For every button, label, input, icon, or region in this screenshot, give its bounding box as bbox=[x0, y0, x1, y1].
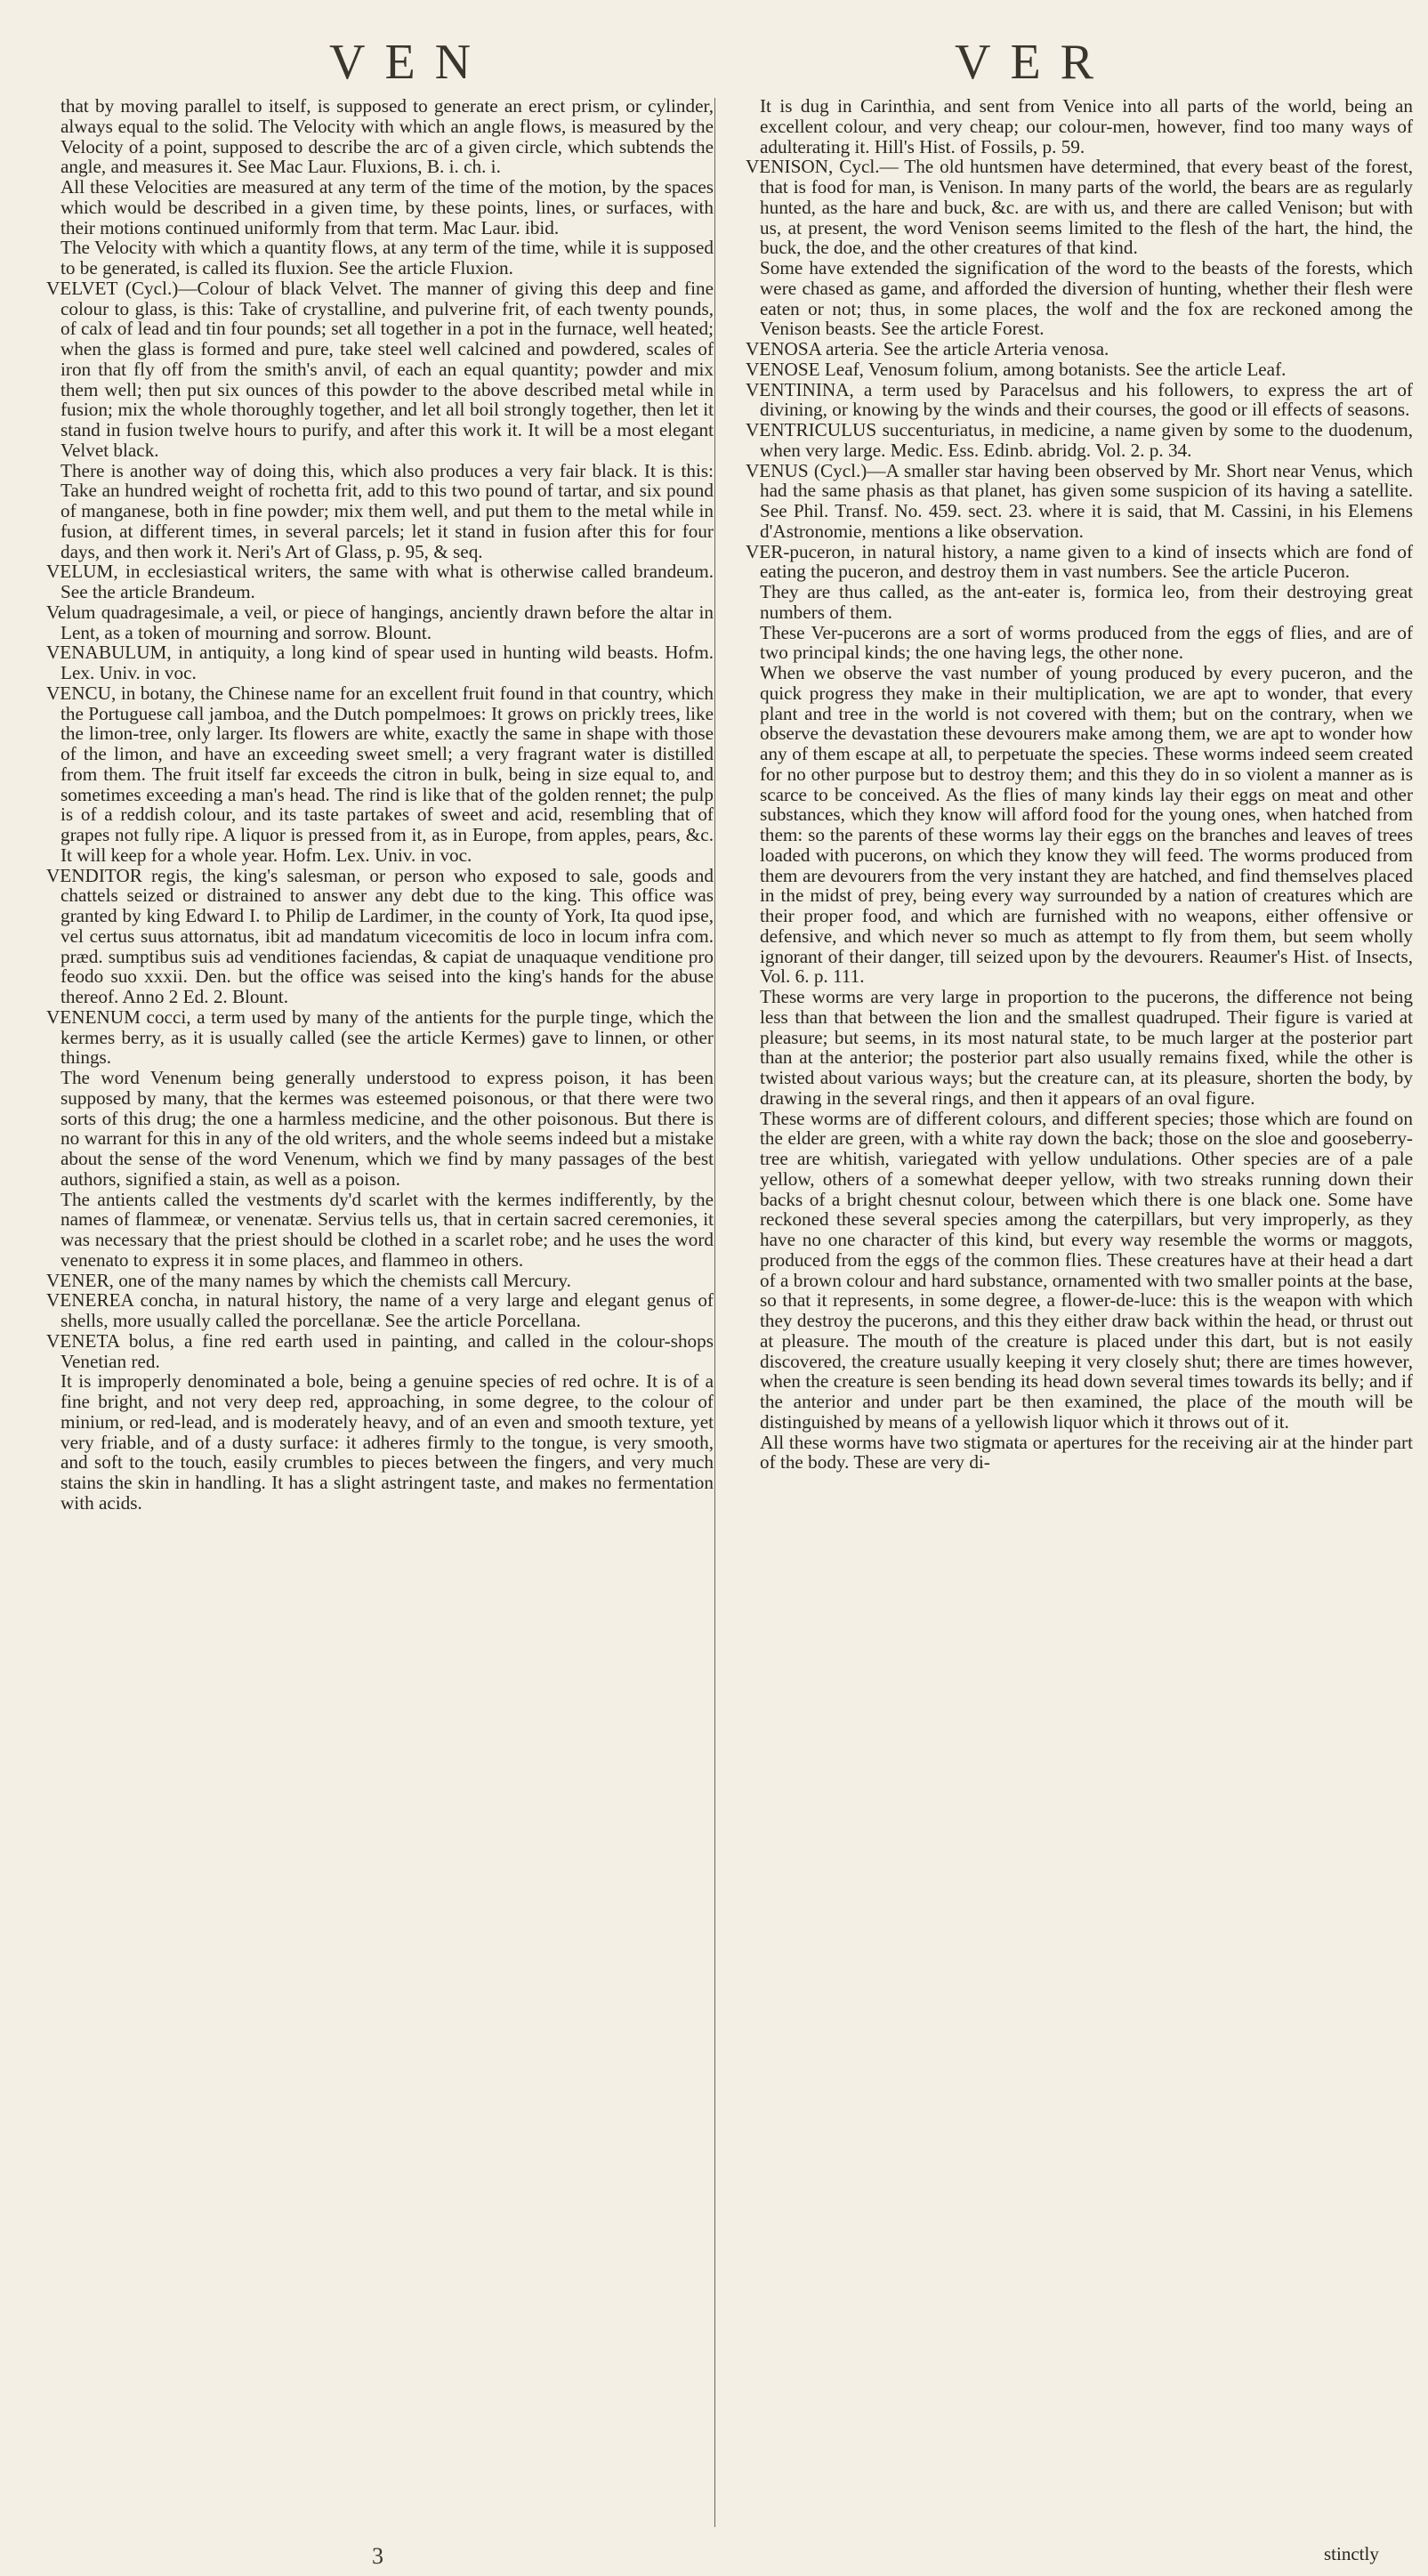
entry-paragraph: The word Venenum being generally understood to express poison, it has been supposed by many, that the kermes was esteemed poisonous, or that there were two sorts of this drug; the one a harmless medicine, and the other poisonous. But there is no warrant for this in any of the old writers, and the whole seems indeed but a mistake about the sense of the word Venenum, which we find by many passages of the best authors, signified a stain, as well as a poison. bbox=[61, 1067, 714, 1190]
entry-paragraph: All these worms have two stigmata or apertures for the receiving air at the hinder part of the body. These are very di- bbox=[760, 1431, 1413, 1474]
dictionary-entry: VENABULUM, in antiquity, a long kind of spear used in hunting wild beasts. Hofm. Lex. Univ. in voc. bbox=[46, 642, 714, 683]
entry-paragraph: The Velocity with which a quantity flows, at any term of the time, while it is supposed to be generated, is called its fluxion. See the article Fluxion. bbox=[61, 237, 714, 279]
left-column bbox=[46, 96, 714, 1514]
entry-paragraph: These Ver-pucerons are a sort of worms produced from the eggs of flies, and are of two principal kinds; the one having legs, the other none. bbox=[760, 621, 1413, 664]
page-number: 3 bbox=[372, 2543, 383, 2569]
dictionary-entry: VENUS (Cycl.)—A smaller star having been observed by Mr. Short near Venus, which had the same phasis as that planet, has given some suspicion of its having a satellite. See Phil. Transf. No. 459. sect. 23. where it is said, that M. Cassini, in his Elemens d'Astronomie, mentions a like observation. bbox=[746, 459, 1413, 542]
dictionary-entry: VENTININA, a term used by Paracelsus and his followers, to express the art of divining, or knowing by the winds and their courses, the good or ill effects of seasons. bbox=[746, 378, 1413, 421]
dictionary-entry: VELUM, in ecclesiastical writers, the same with what is otherwise called brandeum. See the article Brandeum. bbox=[46, 561, 714, 602]
entry-paragraph: that by moving parallel to itself, is supposed to generate an erect prism, or cylinder, always equal to the solid. The Velocity with which an angle flows, is measured by the Velocity of a point, supposed to describe the arc of a given circle, which subtends the angle, and measures it. See Mac Laur. Fluxions, B. i. ch. i. bbox=[61, 95, 714, 178]
catchword: stinctly bbox=[1324, 2543, 1379, 2564]
entry-paragraph: They are thus called, as the ant-eater is, formica leo, from their destroying great numbers of them. bbox=[760, 581, 1413, 623]
dictionary-entry: VENDITOR regis, the king's salesman, or person who exposed to sale, goods and chattels seized or distrained to answer any debt due to the king. This office was granted by king Edward I. to Philip de Lardimer, in the county of York, Ita quod ipse, vel certus suus attornatus, ibit ad mandatum vicecomitis de loco in locum infra com. præd. sumptibus suis ad venditiones faciendas, & capiat de unaquaque venditione pro feodo suo xxxii. Den. but the office was seised into the king's hands for the abuse thereof. Anno 2 Ed. 2. Blount. bbox=[46, 864, 714, 1007]
dictionary-entry: VENENUM cocci, a term used by many of the antients for the purple tinge, which the kermes berry, as it is usually called (see the article Kermes) gave to linnen, or other things. bbox=[46, 1005, 714, 1069]
running-head-right: VER bbox=[955, 35, 1113, 90]
right-column bbox=[746, 96, 1413, 1473]
dictionary-entry: VELVET (Cycl.)—Colour of black Velvet. The manner of giving this deep and fine colour to glass, is this: Take of crystalline, and pulverine frit, of each twenty pounds, of calx of lead and tin four pounds; set all together in a pot in the furnace, well heated; when the glass is formed and pure, take steel well calcined and powdered, scales of iron that fly off from the smith's anvil, of each an equal quantity; powder and mix them well; then put six ounces of this powder to the above described metal while in fusion; mix the whole thoroughly together, and let all boil strongly together, then let it stand in fusion twelve hours to purify, and after this work it. It will be a most elegant Velvet black. bbox=[46, 277, 714, 461]
dictionary-entry: VENER, one of the many names by which the chemists call Mercury. bbox=[46, 1269, 571, 1291]
column-rule bbox=[714, 98, 715, 2527]
entry-paragraph: These worms are of different colours, and different species; those which are found on the elder are green, with a white ray down the back; those on the sloe and gooseberry-tree are whitish, variegated with yellow undulations. Other species are of a pale yellow, others of a somewhat deeper yellow, with two streaks running down their backs of a bright chesnut colour, between which there is one black one. Some have reckoned these several species among the caterpillars, but very improperly, as they have no one character of this kind, but every way resemble the worms or maggots, produced from the eggs of the common flies. These creatures have at their head a dart of a brown colour and hard substance, ornamented with two smaller points at the base, so that it represents, in some degree, a flower-de-luce: this is the weapon with which they destroy the pucerons, and this they either draw back within the head, or thrust out at pleasure. The mouth of the creature is placed under this dart, but is not easily discovered, the creature usually keeping it very closely shut; there are times however, when the creature is seen bending its head down several times towards its belly; and if the anterior and under part be then examined, the place of the mouth will be distinguished by means of a yellowish liquor which it throws out of it. bbox=[760, 1107, 1413, 1433]
entry-paragraph: These worms are very large in proportion to the pucerons, the difference not being less than that between the lion and the smallest quadruped. Their figure is varied at pleasure; but seems, in its most natural state, to be much larger at the posterior part than at the anterior; the posterior part also usually remains fixed, while the other is twisted about various ways; but the creature can, at its pleasure, shorten the body, by drawing in the several rings, and then it appears of an oval figure. bbox=[760, 986, 1413, 1109]
running-head-left: VEN bbox=[329, 35, 491, 90]
dictionary-entry: VENOSA arteria. See the article Arteria venosa. bbox=[746, 338, 1109, 359]
dictionary-entry: VENETA bolus, a fine red earth used in painting, and called in the colour-shops Venetian red. bbox=[46, 1329, 714, 1372]
dictionary-entry: VENISON, Cycl.— The old huntsmen have determined, that every beast of the forest, that is food for man, is Venison. In many parts of the world, the bears are as regularly hunted, as the hare and buck, &c. are with us, and there are called Venison; but with us, at present, the word Venison seems limited to the flesh of the hart, the hind, the buck, the doe, and the other creatures of that kind. bbox=[746, 156, 1413, 259]
dictionary-entry: Velum quadragesimale, a veil, or piece of hangings, anciently drawn before the altar in Lent, as a token of mourning and sorrow. Blount. bbox=[46, 601, 714, 643]
entry-paragraph: All these Velocities are measured at any term of the time of the motion, by the spaces which would be described in a given time, by these points, lines, or surfaces, with their motions continued uniformly from that term. Mac Laur. ibid. bbox=[61, 176, 714, 238]
dictionary-entry: VENEREA concha, in natural history, the name of a very large and elegant genus of shells, more usually called the porcellanæ. See the article Porcellana. bbox=[46, 1289, 714, 1331]
dictionary-entry: VENCU, in botany, the Chinese name for an excellent fruit found in that country, which the Portuguese call jamboa, and the Dutch pompelmoes: It grows on prickly trees, like the limon-tree, only larger. Its flowers are white, exactly the same in shape with those of the limon, and have an exceeding sweet smell; a very fragrant water is distilled from them. The fruit itself far exceeds the citron in bulk, being in size equal to, and sometimes exceeding a man's head. The rind is like that of the golden rennet; the pulp is of a reddish colour, and its taste partakes of sweet and acid, resembling that of grapes not fully ripe. A liquor is pressed from it, as in Europe, from apples, pears, &c. It will keep for a whole year. Hofm. Lex. Univ. in voc. bbox=[46, 682, 714, 866]
entry-paragraph: When we observe the vast number of young produced by every puceron, and the quick progress they make in their multiplication, we are apt to wonder, that every plant and tree in the world is not covered with them; but on the contrary, when we observe the devastation these devourers make among them, we are apt to wonder how any of them escape at all, to perpetuate the species. These worms indeed seem created for no other purpose but to destroy them; and this they do in so violent a manner as is scarce to be conceived. As the flies of many kinds lay their eggs on meat and other substances, which they know will afford food for the young ones, when hatched from them: so the parents of these worms lay their eggs on the branches and leaves of trees loaded with pucerons, on which they know they will feed. The worms produced from them are devourers from the very instant they are hatched, and find themselves placed in the midst of prey, being every way surrounded by a nation of creatures which are their proper food, and which are furnished with no weapons, either offensive or defensive, and which never so much as attempt to fly from them, but seem wholly ignorant of their danger, till seized upon by the devourers. Reaumer's Hist. of Insects, Vol. 6. p. 111. bbox=[760, 662, 1413, 988]
entry-paragraph: It is dug in Carinthia, and sent from Venice into all parts of the world, being an excellent colour, and very cheap; our colour-men, however, find too many ways of adulterating it. Hill's Hist. of Fossils, p. 59. bbox=[760, 95, 1413, 157]
entry-paragraph: The antients called the vestments dy'd scarlet with the kermes indifferently, by the names of flammeæ, or venenatæ. Servius tells us, that in certain sacred ceremonies, it was necessary that the priest should be clothed in a scarlet robe; and he uses the word venenato to express it in some places, and flammeo in others. bbox=[61, 1188, 714, 1271]
entry-paragraph: There is another way of doing this, which also produces a very fair black. It is this: Take an hundred weight of rochetta frit, add to this two pound of tartar, and six pound of manganese, both in fine powder; mix them well, and put them to the metal while in fusion, at different times, in several parcels; let it stand in fusion after this for four days, and then work it. Neri's Art of Glass, p. 95, & seq. bbox=[61, 459, 714, 562]
dictionary-entry: VENOSE Leaf, Venosum folium, among botanists. See the article Leaf. bbox=[746, 358, 1287, 380]
entry-paragraph: It is improperly denominated a bole, being a genuine species of red ochre. It is of a fine bright, and not very deep red, approaching, in some degree, to the colour of minium, or red-lead, and is moderately heavy, and of an even and smooth texture, yet very friable, and of a dusty surface: it adheres firmly to the tongue, is very smooth, and soft to the touch, easily crumbles to pieces between the fingers, and very much stains the skin in handling. It has a slight astringent taste, and makes no fermentation with acids. bbox=[61, 1370, 714, 1514]
entry-paragraph: Some have extended the signification of the word to the beasts of the forests, which were chased as game, and afforded the diversion of hunting, whether their flesh were eaten or not; thus, in some places, the wolf and the fox are reckoned among the Venison beasts. See the article Forest. bbox=[760, 257, 1413, 340]
dictionary-entry: VER-puceron, in natural history, a name given to a kind of insects which are fond of eating the puceron, and destroy them in vast numbers. See the article Puceron. bbox=[746, 540, 1413, 583]
dictionary-entry: VENTRICULUS succenturiatus, in medicine, a name given by some to the duodenum, when very large. Medic. Ess. Edinb. abridg. Vol. 2. p. 34. bbox=[746, 419, 1413, 461]
